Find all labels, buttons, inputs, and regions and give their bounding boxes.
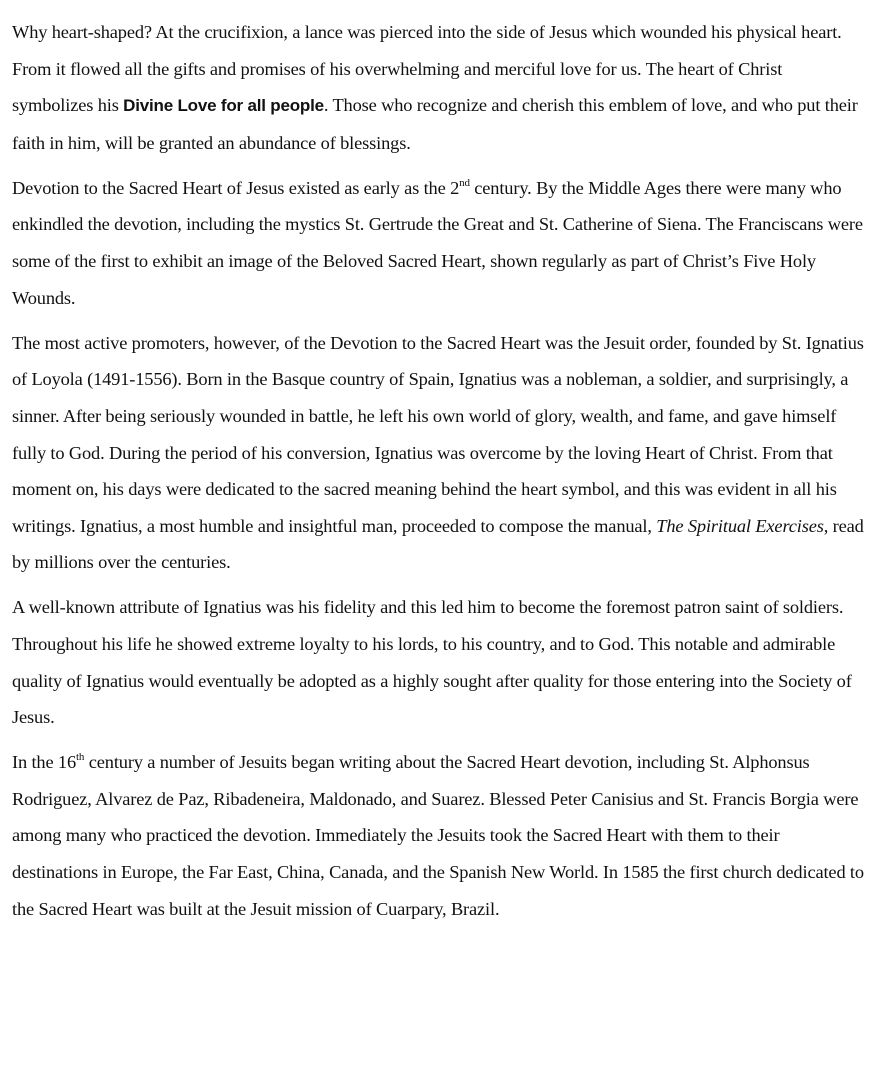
ordinal-superscript: th <box>76 751 85 764</box>
ordinal-superscript: nd <box>459 176 470 189</box>
paragraph-text: The most active promoters, however, of the Devotion to the Sacred Heart was the Jesuit order, founded by St. Ignatius of Loyola (1491-1556). Born in the Basque country of Spain, Ignatius was a nobleman, a soldier, and surprisingly, a sinner. After being seriously wounded in battle, he left his own world of glory, wealth, and fame, and gave himself fully to God. During the period of his conversion, Ignatius was overcome by the loving Heart of Christ. From that moment on, his days were dedicated to the sacred meaning behind the heart symbol, and this was evident in all his writings. Ignatius, a most humble and insightful man, proceeded to compose the manual, <box>12 332 864 536</box>
paragraph-text: , read by millions over the centuries. <box>12 515 864 573</box>
paragraph-devotion-history <box>12 170 864 316</box>
paragraph-text: A well-known attribute of Ignatius was his fidelity and this led him to become the foremost patron saint of soldiers. Throughout his life he showed extreme loyalty to his lords, to his country, and to God. This notable and admirable quality of Ignatius would eventually be adopted as a highly sought after quality for those entering into the Society of Jesus. <box>12 597 852 728</box>
paragraph-heart-shaped <box>12 14 864 161</box>
paragraph-jesuit-order <box>12 325 864 581</box>
paragraph-text: . Those who recognize and cherish this emblem of love, and who put their faith in him, will be granted an abundance of blessings. <box>12 95 858 153</box>
paragraph-ignatius-fidelity <box>12 589 864 735</box>
paragraph-text: Devotion to the Sacred Heart of Jesus existed as early as the 2 <box>12 177 460 198</box>
paragraph-sixteenth-century <box>12 744 864 927</box>
bold-phrase: Divine Love for all people <box>123 96 324 116</box>
book-title: The Spiritual Exercises <box>656 515 824 536</box>
paragraph-text: Why heart-shaped? At the crucifixion, a lance was pierced into the side of Jesus which wounded his physical heart. From it flowed all the gifts and promises of his overwhelming and merciful love for us. The heart of Christ symbolizes his <box>12 22 842 116</box>
document-body <box>12 14 864 936</box>
paragraph-text: century a number of Jesuits began writing about the Sacred Heart devotion, including St. Alphonsus Rodriguez, Alvarez de Paz, Ribadeneira, Maldonado, and Suarez. Blessed Peter Canisius and St. Francis Borgia were among many who practiced the devotion. Immediately the Jesuits took the Sacred Heart with them to their destinations in Europe, the Far East, China, Canada, and the Spanish New World. In 1585 the first church dedicated to the Sacred Heart was built at the Jesuit mission of Cuarpary, Brazil. <box>12 752 864 919</box>
paragraph-text: century. By the Middle Ages there were many who enkindled the devotion, including the mystics St. Gertrude the Great and St. Catherine of Siena. The Franciscans were some of the first to exhibit an image of the Beloved Sacred Heart, shown regularly as part of Christ’s Five Holy Wounds. <box>12 177 863 308</box>
paragraph-text: In the 16 <box>12 752 77 773</box>
